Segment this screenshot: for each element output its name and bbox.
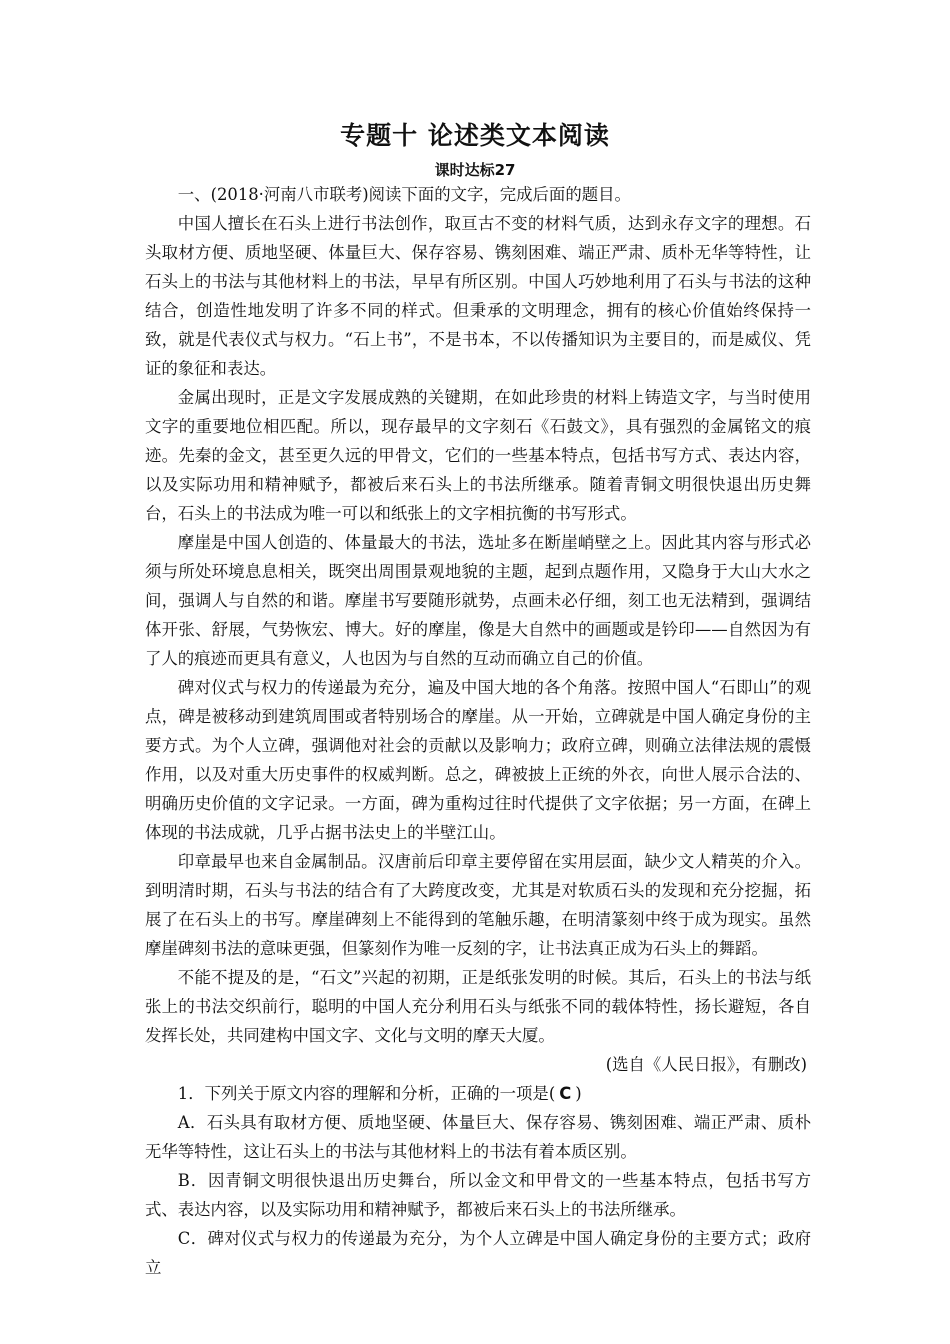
page-subtitle: 课时达标27	[434, 161, 516, 179]
option-b: B．因青铜文明很快退出历史舞台，所以金文和甲骨文的一些基本特点，包括书写方式、表达内容，以及实际功用和精神赋予，都被后来石头上的书法所继承。	[145, 1171, 811, 1219]
paragraph-5: 印章最早也来自金属制品。汉唐前后印章主要停留在实用层面，缺少文人精英的介入。到明清时期，石头与书法的结合有了大跨度改变，尤其是对软质石头的发现和充分挖掘，拓展了在石头上的书写。摩崖碑刻上不能得到的笔触乐趣，在明清篆刻中终于成为现实。虽然摩崖碑刻书法的意味更强，但篆刻作为唯一反刻的字，让书法真正成为石头上的舞蹈。	[145, 852, 811, 958]
option-c: C．碑对仪式与权力的传递最为充分，为个人立碑是中国人确定身份的主要方式；政府立	[145, 1229, 811, 1277]
page-title: 专题十 论述类文本阅读	[340, 121, 610, 150]
question-stem	[145, 1079, 811, 1108]
question-stem-close: )	[575, 1084, 582, 1103]
option-a: A．石头具有取材方便、质地坚硬、体量巨大、保存容易、镌刻困难、端正严肃、质朴无华等特性，这让石头上的书法与其他材料上的书法有着本质区别。	[145, 1113, 811, 1161]
section-intro: 一、(2018·河南八市联考)阅读下面的文字，完成后面的题目。	[177, 185, 631, 204]
article-body	[145, 180, 811, 1282]
source-citation: (选自《人民日报》，有删改)	[605, 1055, 807, 1074]
answer-mark: C	[559, 1084, 572, 1103]
paragraph-2: 金属出现时，正是文字发展成熟的关键期，在如此珍贵的材料上铸造文字，与当时使用文字的重要地位相匹配。所以，现存最早的文字刻石《石鼓文》，具有强烈的金属铭文的痕迹。先秦的金文，甚至更久远的甲骨文，它们的一些基本特点，包括书写方式、表达内容，以及实际功用和精神赋予，都被后来石头上的书法所继承。随着青铜文明很快退出历史舞台，石头上的书法成为唯一可以和纸张上的文字相抗衡的书写形式。	[145, 388, 811, 523]
question-stem-text: 1．下列关于原文内容的理解和分析，正确的一项是(	[177, 1084, 556, 1103]
paragraph-1: 中国人擅长在石头上进行书法创作，取亘古不变的材料气质，达到永存文字的理想。石头取材方便、质地坚硬、体量巨大、保存容易、镌刻困难、端正严肃、质朴无华等特性，让石头上的书法与其他材料上的书法，早早有所区别。中国人巧妙地利用了石头与书法的这种结合，创造性地发明了许多不同的样式。但秉承的文明理念，拥有的核心价值始终保持一致，就是代表仪式与权力。“石上书”，不是书本，不以传播知识为主要目的，而是威仪、凭证的象征和表达。	[145, 214, 811, 378]
paragraph-4: 碑对仪式与权力的传递最为充分，遍及中国大地的各个角落。按照中国人“石即山”的观点，碑是被移动到建筑周围或者特别场合的摩崖。从一开始，立碑就是中国人确定身份的主要方式。为个人立碑，强调他对社会的贡献以及影响力；政府立碑，则确立法律法规的震慑作用，以及对重大历史事件的权威判断。总之，碑被披上正统的外衣，向世人展示合法的、明确历史价值的文字记录。一方面，碑为重构过往时代提供了文字依据；另一方面，在碑上体现的书法成就，几乎占据书法史上的半壁江山。	[145, 678, 811, 842]
paragraph-3: 摩崖是中国人创造的、体量最大的书法，选址多在断崖峭壁之上。因此其内容与形式必须与所处环境息息相关，既突出周围景观地貌的主题，起到点题作用，又隐身于大山大水之间，强调人与自然的和谐。摩崖书写要随形就势，点画未必仔细，刻工也无法精到，强调结体开张、舒展，气势恢宏、博大。好的摩崖，像是大自然中的画题或是钤印——自然因为有了人的痕迹而更具有意义，人也因为与自然的互动而确立自己的价值。	[145, 533, 811, 668]
paragraph-6: 不能不提及的是，“石文”兴起的初期，正是纸张发明的时候。其后，石头上的书法与纸张上的书法交织前行，聪明的中国人充分利用石头与纸张不同的载体特性，扬长避短，各自发挥长处，共同建构中国文字、文化与文明的摩天大厦。	[145, 968, 811, 1045]
